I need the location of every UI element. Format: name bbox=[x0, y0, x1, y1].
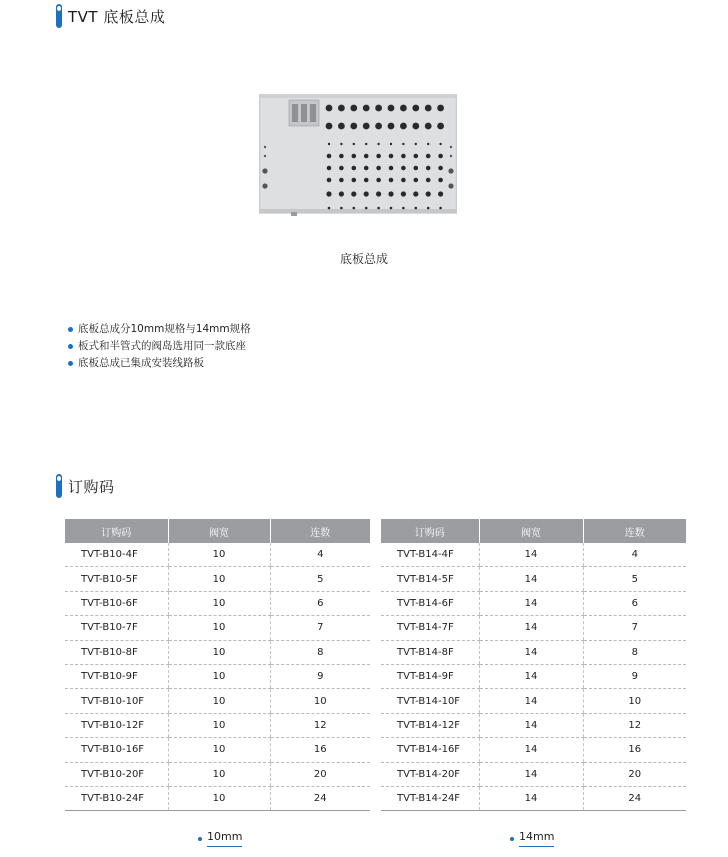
cell-valve-width: 10 bbox=[168, 689, 270, 713]
bullet-icon bbox=[510, 837, 514, 841]
cell-order-code: TVT-B10-6F bbox=[65, 591, 168, 615]
cell-valve-width: 14 bbox=[479, 591, 583, 615]
order-table-10mm bbox=[65, 519, 370, 811]
cell-order-code: TVT-B10-20F bbox=[65, 762, 168, 786]
cell-valve-width: 10 bbox=[168, 591, 270, 615]
plate-hole bbox=[338, 105, 345, 112]
plate-hole bbox=[376, 166, 381, 171]
cell-order-code: TVT-B14-20F bbox=[381, 762, 479, 786]
cell-order-code: TVT-B10-4F bbox=[65, 543, 168, 567]
plate-hole bbox=[437, 123, 444, 130]
plate-hole bbox=[390, 207, 393, 210]
cell-order-code: TVT-B14-8F bbox=[381, 640, 479, 664]
table-label-14mm: 14mm bbox=[510, 830, 554, 847]
cell-order-code: TVT-B10-16F bbox=[65, 738, 168, 762]
plate-hole bbox=[365, 143, 367, 145]
plate-hole bbox=[328, 143, 330, 145]
plate-hole bbox=[364, 166, 369, 171]
plate-hole bbox=[389, 178, 394, 183]
cell-valve-width: 10 bbox=[168, 664, 270, 688]
plate-hole bbox=[377, 207, 380, 210]
cell-valve-width: 10 bbox=[168, 738, 270, 762]
plate-hole bbox=[427, 143, 429, 145]
cell-station-count: 5 bbox=[270, 567, 370, 591]
header-order-code: 订购码 bbox=[65, 519, 168, 543]
cell-order-code: TVT-B10-10F bbox=[65, 689, 168, 713]
table-row bbox=[65, 616, 370, 640]
plate-hole bbox=[401, 178, 406, 183]
title-accent-icon bbox=[56, 4, 62, 28]
plate-hole bbox=[413, 191, 418, 196]
cell-valve-width: 14 bbox=[479, 786, 583, 810]
cell-valve-width: 14 bbox=[479, 567, 583, 591]
plate-hole bbox=[400, 123, 407, 130]
cell-valve-width: 14 bbox=[479, 713, 583, 737]
table-row bbox=[381, 664, 686, 688]
plate-hole bbox=[327, 178, 332, 183]
header-station-count: 连数 bbox=[583, 519, 686, 543]
cell-valve-width: 14 bbox=[479, 762, 583, 786]
bullet-icon bbox=[198, 837, 202, 841]
cell-station-count: 6 bbox=[270, 591, 370, 615]
plate-hole bbox=[351, 191, 356, 196]
cell-order-code: TVT-B10-12F bbox=[65, 713, 168, 737]
table-row bbox=[381, 713, 686, 737]
plate-hole bbox=[412, 105, 419, 112]
cell-order-code: TVT-B10-24F bbox=[65, 786, 168, 810]
plate-hole bbox=[375, 123, 382, 130]
plate-hole bbox=[364, 154, 369, 159]
plate-hole bbox=[364, 178, 369, 183]
cell-station-count: 16 bbox=[583, 738, 686, 762]
plate-hole bbox=[439, 207, 442, 210]
header-station-count: 连数 bbox=[270, 519, 370, 543]
cell-valve-width: 10 bbox=[168, 616, 270, 640]
cell-order-code: TVT-B14-16F bbox=[381, 738, 479, 762]
plate-hole bbox=[376, 191, 381, 196]
plate-hole bbox=[350, 123, 357, 130]
cell-station-count: 12 bbox=[270, 713, 370, 737]
section-title-text: 订购码 bbox=[68, 477, 115, 496]
header-order-code: 订购码 bbox=[381, 519, 479, 543]
order-table-14mm bbox=[381, 519, 686, 811]
cell-valve-width: 14 bbox=[479, 689, 583, 713]
header-valve-width: 阀宽 bbox=[168, 519, 270, 543]
plate-hole bbox=[412, 123, 419, 130]
feature-item: 底板总成已集成安装线路板 bbox=[68, 355, 251, 372]
cell-station-count: 7 bbox=[270, 616, 370, 640]
table-row bbox=[65, 786, 370, 810]
table-row bbox=[381, 543, 686, 567]
plate-hole bbox=[364, 191, 369, 196]
cell-valve-width: 10 bbox=[168, 640, 270, 664]
plate-hole bbox=[328, 207, 331, 210]
plate-hole bbox=[326, 191, 331, 196]
plate-hole bbox=[339, 154, 344, 159]
cell-valve-width: 10 bbox=[168, 567, 270, 591]
cell-station-count: 5 bbox=[583, 567, 686, 591]
table-row bbox=[65, 664, 370, 688]
table-row bbox=[65, 567, 370, 591]
cell-station-count: 7 bbox=[583, 616, 686, 640]
table-row bbox=[381, 689, 686, 713]
plate-hole bbox=[426, 154, 431, 159]
plate-hole bbox=[425, 123, 432, 130]
plate-hole bbox=[363, 105, 370, 112]
plate-hole bbox=[426, 166, 431, 171]
plate-hole bbox=[327, 154, 332, 159]
plate-hole bbox=[376, 154, 381, 159]
plate-hole bbox=[438, 178, 443, 183]
plate-hole bbox=[401, 166, 406, 171]
table-row bbox=[65, 689, 370, 713]
plate-hole bbox=[389, 166, 394, 171]
table-header-row bbox=[381, 519, 686, 543]
cell-station-count: 20 bbox=[583, 762, 686, 786]
table-row bbox=[381, 616, 686, 640]
cell-station-count: 4 bbox=[270, 543, 370, 567]
section-title-text: TVT 底板总成 bbox=[68, 7, 166, 26]
cell-station-count: 24 bbox=[583, 786, 686, 810]
plate-hole bbox=[352, 166, 357, 171]
table-row bbox=[381, 738, 686, 762]
cell-station-count: 8 bbox=[270, 640, 370, 664]
cell-order-code: TVT-B10-5F bbox=[65, 567, 168, 591]
plate-hole bbox=[388, 123, 395, 130]
title-accent-icon bbox=[56, 474, 62, 498]
plate-hole bbox=[426, 178, 431, 183]
base-plate-image bbox=[259, 94, 457, 218]
cell-order-code: TVT-B14-10F bbox=[381, 689, 479, 713]
plate-hole bbox=[350, 105, 357, 112]
plate-hole bbox=[352, 154, 357, 159]
cell-valve-width: 14 bbox=[479, 738, 583, 762]
cell-valve-width: 10 bbox=[168, 762, 270, 786]
cell-valve-width: 14 bbox=[479, 664, 583, 688]
plate-hole bbox=[340, 207, 343, 210]
cell-order-code: TVT-B10-8F bbox=[65, 640, 168, 664]
plate-hole bbox=[326, 123, 333, 130]
plate-hole bbox=[353, 143, 355, 145]
feature-item: 底板总成分10mm规格与14mm规格 bbox=[68, 321, 251, 338]
plate-hole bbox=[377, 143, 379, 145]
cell-valve-width: 10 bbox=[168, 713, 270, 737]
plate-hole bbox=[401, 154, 406, 159]
plate-hole bbox=[375, 105, 382, 112]
plate-hole bbox=[414, 154, 419, 159]
cell-station-count: 9 bbox=[583, 664, 686, 688]
header-valve-width: 阀宽 bbox=[479, 519, 583, 543]
table-row bbox=[381, 786, 686, 810]
plate-hole bbox=[326, 105, 333, 112]
cell-station-count: 20 bbox=[270, 762, 370, 786]
table-row bbox=[65, 591, 370, 615]
plate-hole bbox=[402, 143, 404, 145]
cell-station-count: 9 bbox=[270, 664, 370, 688]
plate-hole bbox=[376, 178, 381, 183]
plate-hole bbox=[437, 105, 444, 112]
plate-hole bbox=[425, 105, 432, 112]
plate-hole bbox=[338, 123, 345, 130]
cell-station-count: 4 bbox=[583, 543, 686, 567]
cell-valve-width: 14 bbox=[479, 616, 583, 640]
cell-station-count: 10 bbox=[270, 689, 370, 713]
plate-hole bbox=[390, 143, 392, 145]
table-row bbox=[381, 567, 686, 591]
cell-order-code: TVT-B10-7F bbox=[65, 616, 168, 640]
plate-hole bbox=[389, 154, 394, 159]
table-row bbox=[65, 543, 370, 567]
cell-station-count: 8 bbox=[583, 640, 686, 664]
cell-valve-width: 14 bbox=[479, 543, 583, 567]
cell-station-count: 10 bbox=[583, 689, 686, 713]
feature-item: 板式和半管式的阀岛选用同一款底座 bbox=[68, 338, 251, 355]
feature-list bbox=[68, 321, 251, 372]
plate-hole bbox=[414, 166, 419, 171]
cell-valve-width: 10 bbox=[168, 786, 270, 810]
plate-hole bbox=[327, 166, 332, 171]
cell-station-count: 16 bbox=[270, 738, 370, 762]
cell-order-code: TVT-B14-9F bbox=[381, 664, 479, 688]
cell-order-code: TVT-B14-6F bbox=[381, 591, 479, 615]
plate-hole bbox=[388, 191, 393, 196]
plate-hole bbox=[414, 178, 419, 183]
plate-hole bbox=[339, 178, 344, 183]
plate-hole bbox=[438, 166, 443, 171]
plate-hole bbox=[339, 166, 344, 171]
plate-hole bbox=[438, 154, 443, 159]
cell-order-code: TVT-B14-7F bbox=[381, 616, 479, 640]
cell-order-code: TVT-B14-5F bbox=[381, 567, 479, 591]
plate-hole bbox=[426, 191, 431, 196]
plate-hole bbox=[365, 207, 368, 210]
plate-hole bbox=[339, 191, 344, 196]
cell-order-code: TVT-B14-12F bbox=[381, 713, 479, 737]
bullet-icon bbox=[68, 344, 73, 349]
plate-hole bbox=[402, 207, 405, 210]
table-row bbox=[65, 640, 370, 664]
plate-hole bbox=[400, 105, 407, 112]
section-title-assembly bbox=[56, 3, 165, 29]
table-header-row bbox=[65, 519, 370, 543]
cell-station-count: 12 bbox=[583, 713, 686, 737]
bullet-icon bbox=[68, 361, 73, 366]
cell-order-code: TVT-B10-9F bbox=[65, 664, 168, 688]
table-row bbox=[65, 738, 370, 762]
cell-valve-width: 10 bbox=[168, 543, 270, 567]
plate-hole bbox=[352, 178, 357, 183]
plate-hole bbox=[427, 207, 430, 210]
cell-station-count: 24 bbox=[270, 786, 370, 810]
section-title-order-code bbox=[56, 473, 115, 499]
table-row bbox=[65, 762, 370, 786]
plate-hole bbox=[415, 143, 417, 145]
table-label-10mm: 10mm bbox=[198, 830, 242, 847]
plate-hole bbox=[438, 191, 443, 196]
plate-hole bbox=[415, 207, 418, 210]
cell-valve-width: 14 bbox=[479, 640, 583, 664]
table-row bbox=[65, 713, 370, 737]
cell-order-code: TVT-B14-4F bbox=[381, 543, 479, 567]
plate-hole bbox=[401, 191, 406, 196]
plate-hole bbox=[388, 105, 395, 112]
bullet-icon bbox=[68, 327, 73, 332]
cell-station-count: 6 bbox=[583, 591, 686, 615]
plate-hole bbox=[340, 143, 342, 145]
cell-order-code: TVT-B14-24F bbox=[381, 786, 479, 810]
table-row bbox=[381, 640, 686, 664]
plate-hole bbox=[353, 207, 356, 210]
product-caption: 底板总成 bbox=[339, 252, 388, 266]
table-row bbox=[381, 762, 686, 786]
table-row bbox=[381, 591, 686, 615]
plate-hole bbox=[439, 143, 441, 145]
plate-hole bbox=[363, 123, 370, 130]
